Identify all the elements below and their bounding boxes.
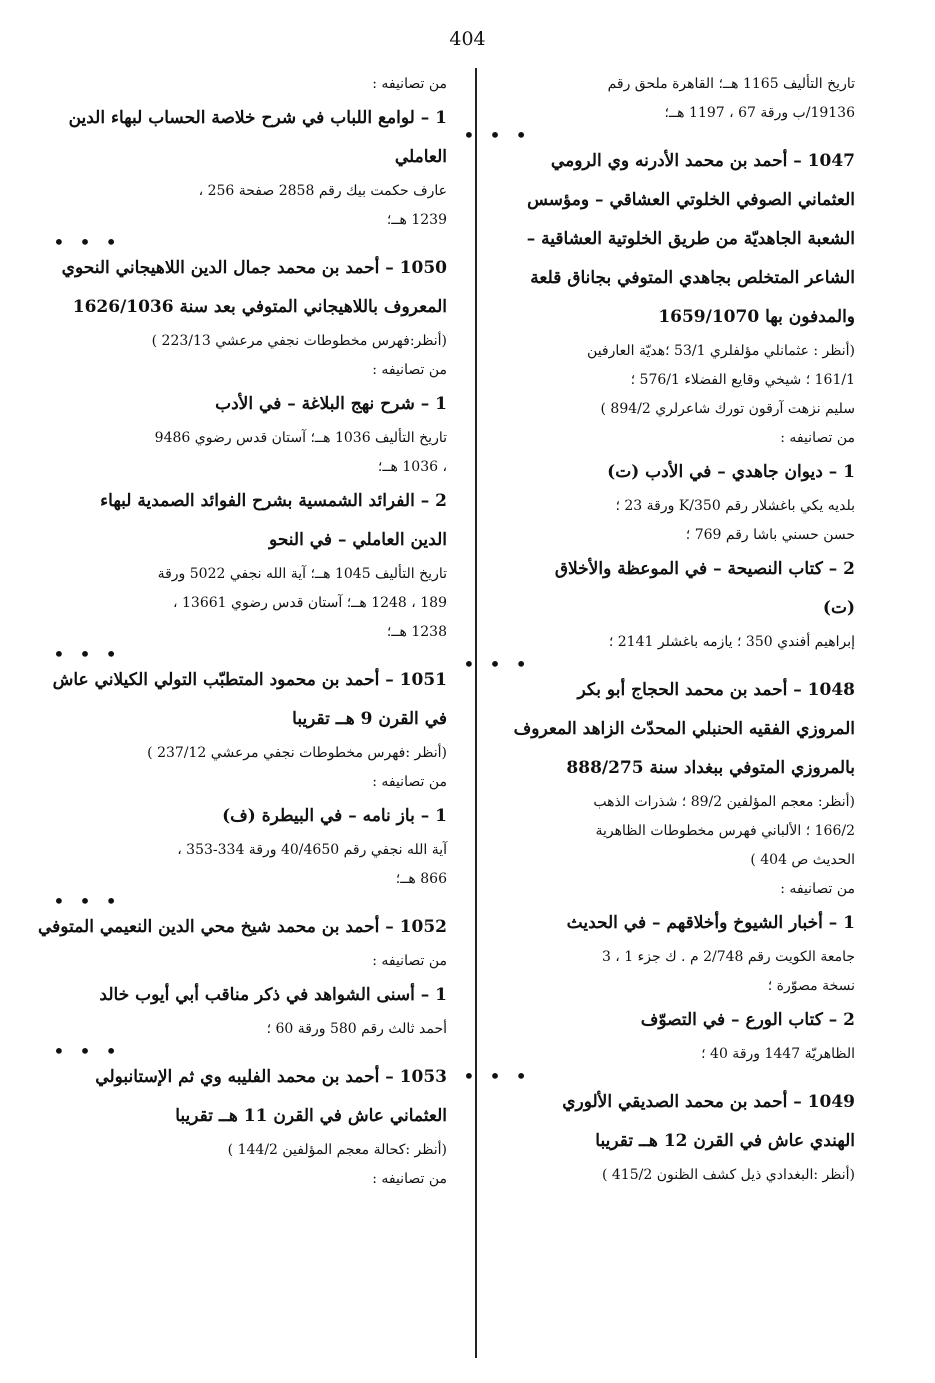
entry-text-line: (أنظر :فهرس مخطوطات نجفي مرعشي 237/12 ) — [147, 745, 447, 761]
entry-heading-line: 1 – ديوان جاهدي – في الأدب (ت) — [607, 462, 855, 482]
entry-heading-line: 1052 – أحمد بن محمد شيخ محي الدين النعيمي المتوفي — [38, 917, 447, 937]
entry-heading-line: 1047 – أحمد بن محمد الأدرنه وي الرومي — [550, 151, 855, 171]
entry-text-line: (أنظر :كحالة معجم المؤلفين 144/2 ) — [227, 1142, 447, 1158]
right-column — [455, 70, 855, 1190]
entry-heading-line: والمدفون بها 1659/1070 — [658, 307, 855, 327]
page-number: 404 — [449, 28, 486, 50]
entry-heading-line: 1 – باز نامه – في البيطرة (ف) — [222, 806, 447, 826]
entry-text-line: (أنظر: معجم المؤلفين 89/2 ؛ شذرات الذهب — [593, 794, 855, 810]
entry-text-line: 19136/ب ورقة 67 ، 1197 هــ؛ — [664, 105, 855, 121]
entry-text-line: تاريخ التأليف 1036 هــ؛ آستان قدس رضوي 9486 — [154, 430, 447, 446]
entry-text-line: من تصانيفه : — [372, 76, 447, 92]
entry-separator: • • • — [53, 889, 122, 913]
entry-heading-line: بالمروزي المتوفي ببغداد سنة 888/275 — [566, 758, 855, 778]
entry-text-line: من تصانيفه : — [372, 1171, 447, 1187]
entry-text-line: من تصانيفه : — [372, 362, 447, 378]
entry-heading-line: 1049 – أحمد بن محمد الصديقي الألوري — [562, 1092, 855, 1112]
entry-text-line: 161/1 ؛ شيخي وقايع الفضلاء 576/1 ؛ — [630, 372, 855, 388]
entry-text-line: نسخة مصوّرة ؛ — [767, 978, 855, 994]
entry-heading-line: 1053 – أحمد بن محمد الفليبه وي ثم الإستانبولي — [95, 1067, 447, 1087]
entry-text-line: من تصانيفه : — [372, 953, 447, 969]
entry-separator: • • • — [53, 230, 122, 254]
entry-heading-line: العاملي — [394, 147, 447, 167]
entry-text-line: 1239 هــ؛ — [386, 212, 447, 228]
entry-text-line: 189 ، 1248 هــ؛ آستان قدس رضوي 13661 ، — [173, 595, 447, 611]
entry-heading-line: الهندي عاش في القرن 12 هــ تقريبا — [595, 1131, 855, 1151]
entry-separator: • • • — [463, 1064, 532, 1088]
entry-heading-line: 1050 – أحمد بن محمد جمال الدين اللاهيجاني النحوي — [61, 258, 447, 278]
entry-text-line: 1238 هــ؛ — [386, 624, 447, 640]
entry-text-line: جامعة الكويت رقم 2/748 م . ك جزء 1 ، 3 — [601, 949, 855, 965]
entry-text-line: سليم نزهت آرقون تورك شاعرلري 894/2 ) — [600, 401, 855, 417]
entry-heading-line: 1 – أسنى الشواهد في ذكر مناقب أبي أيوب خالد — [99, 985, 447, 1005]
entry-text-line: آية الله نجفي رقم 40/4650 ورقة 334-353 ، — [177, 842, 447, 858]
entry-heading-line: 2 – كتاب النصيحة – في الموعظة والأخلاق — [554, 559, 855, 579]
entry-separator: • • • — [53, 642, 122, 666]
entry-heading-line: في القرن 9 هــ تقريبا — [292, 709, 447, 729]
entry-text-line: بلديه يكي باغشلار رقم 350/K ورقة 23 ؛ — [615, 498, 855, 514]
entry-separator: • • • — [463, 123, 532, 147]
entry-text-line: من تصانيفه : — [372, 774, 447, 790]
entry-heading-line: 1 – أخبار الشيوخ وأخلاقهم – في الحديث — [566, 913, 855, 933]
entry-text-line: تاريخ التأليف 1165 هــ؛ القاهرة ملحق رقم — [607, 76, 855, 92]
entry-heading-line: العثماني الصوفي الخلوتي العشاقي – ومؤسس — [527, 190, 855, 210]
entry-heading-line: الدين العاملي – في النحو — [269, 530, 447, 550]
entry-text-line: أحمد ثالث رقم 580 ورقة 60 ؛ — [266, 1021, 447, 1037]
entry-text-line: 166/2 ؛ الألباني فهرس مخطوطات الظاهرية — [595, 823, 855, 839]
entry-text-line: الحديث ص 404 ) — [750, 852, 855, 868]
entry-heading-line: العثماني عاش في القرن 11 هــ تقريبا — [175, 1106, 447, 1126]
entry-text-line: تاريخ التأليف 1045 هــ؛ آية الله نجفي 5022 ورقة — [157, 566, 447, 582]
entry-text-line: (أنظر:فهرس مخطوطات نجفي مرعشي 223/13 ) — [151, 333, 447, 349]
entry-heading-line: 2 – كتاب الورع – في التصوّف — [640, 1010, 855, 1030]
entry-text-line: ، 1036 هــ؛ — [377, 459, 447, 475]
entry-text-line: حسن حسني باشا رقم 769 ؛ — [685, 527, 855, 543]
entry-heading-line: الشاعر المتخلص بجاهدي المتوفي بجاناق قلعة — [530, 268, 855, 288]
entry-heading-line: 1 – لوامع اللباب في شرح خلاصة الحساب لبهاء الدين — [68, 108, 447, 128]
entry-text-line: (أنظر : عثمانلي مؤلفلري 53/1 ؛هديّة العارفين — [587, 343, 855, 359]
left-column — [38, 70, 447, 1194]
entry-text-line: (أنظر :البغدادي ذيل كشف الظنون 415/2 ) — [601, 1167, 855, 1183]
entry-heading-line: المروزي الفقيه الحنبلي المحدّث الزاهد المعروف — [513, 719, 855, 739]
entry-heading-line: (ت) — [822, 598, 855, 618]
entry-text-line: من تصانيفه : — [780, 881, 855, 897]
entry-separator: • • • — [463, 652, 532, 676]
entry-heading-line: 1048 – أحمد بن محمد الحجاج أبو بكر — [577, 680, 855, 700]
entry-heading-line: 1 – شرح نهج البلاغة – في الأدب — [215, 394, 447, 414]
entry-text-line: إبراهيم أفندي 350 ؛ يازمه باغشلر 2141 ؛ — [608, 634, 855, 650]
entry-text-line: من تصانيفه : — [780, 430, 855, 446]
entry-text-line: 866 هــ؛ — [395, 871, 447, 887]
entry-text-line: الظاهريّة 1447 ورقة 40 ؛ — [701, 1046, 855, 1062]
entry-heading-line: الشعبة الجاهديّة من طريق الخلوتية العشاقية – — [526, 229, 855, 249]
entry-heading-line: 2 – الفرائد الشمسية بشرح الفوائد الصمدية لبهاء — [100, 491, 447, 511]
entry-heading-line: 1051 – أحمد بن محمود المتطبّب التولي الكيلاني عاش — [52, 670, 447, 690]
entry-text-line: عارف حكمت بيك رقم 2858 صفحة 256 ، — [198, 183, 447, 199]
entry-heading-line: المعروف باللاهيجاني المتوفي بعد سنة 1626/1036 — [72, 297, 447, 317]
entry-separator: • • • — [53, 1039, 122, 1063]
